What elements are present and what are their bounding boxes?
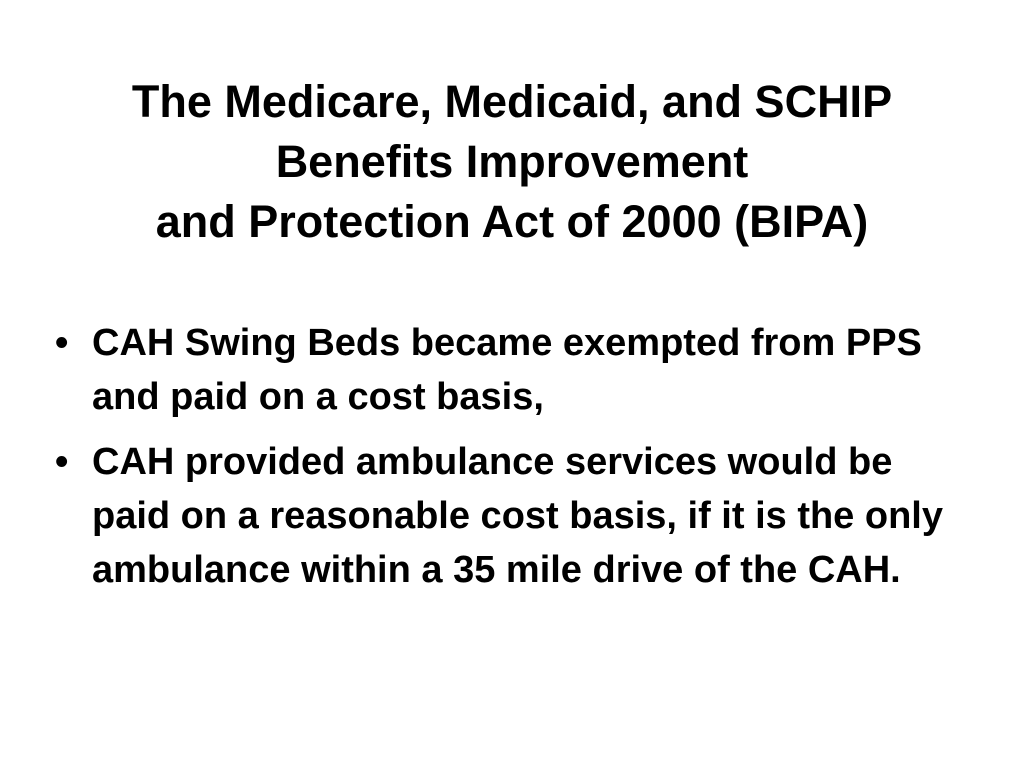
bullet-text: CAH provided ambulance services would be paid on a reasonable cost basis, if it is the only ambulance within a 35 mile drive of the CAH. [92,441,943,591]
bullet-list [52,316,962,608]
title-line: and Protection Act of 2000 (BIPA) [155,196,869,247]
bullet-text: CAH Swing Beds became exempted from PPS and paid on a cost basis, [92,322,922,418]
bullet-dot-icon: • [55,322,69,364]
bullet-item [52,435,962,597]
title-line: The Medicare, Medicaid, and SCHIP [131,76,893,127]
title-line: Benefits Improvement [275,136,749,187]
slide-title [40,72,984,252]
bullet-item [52,316,962,424]
bullet-dot-icon: • [55,441,69,483]
